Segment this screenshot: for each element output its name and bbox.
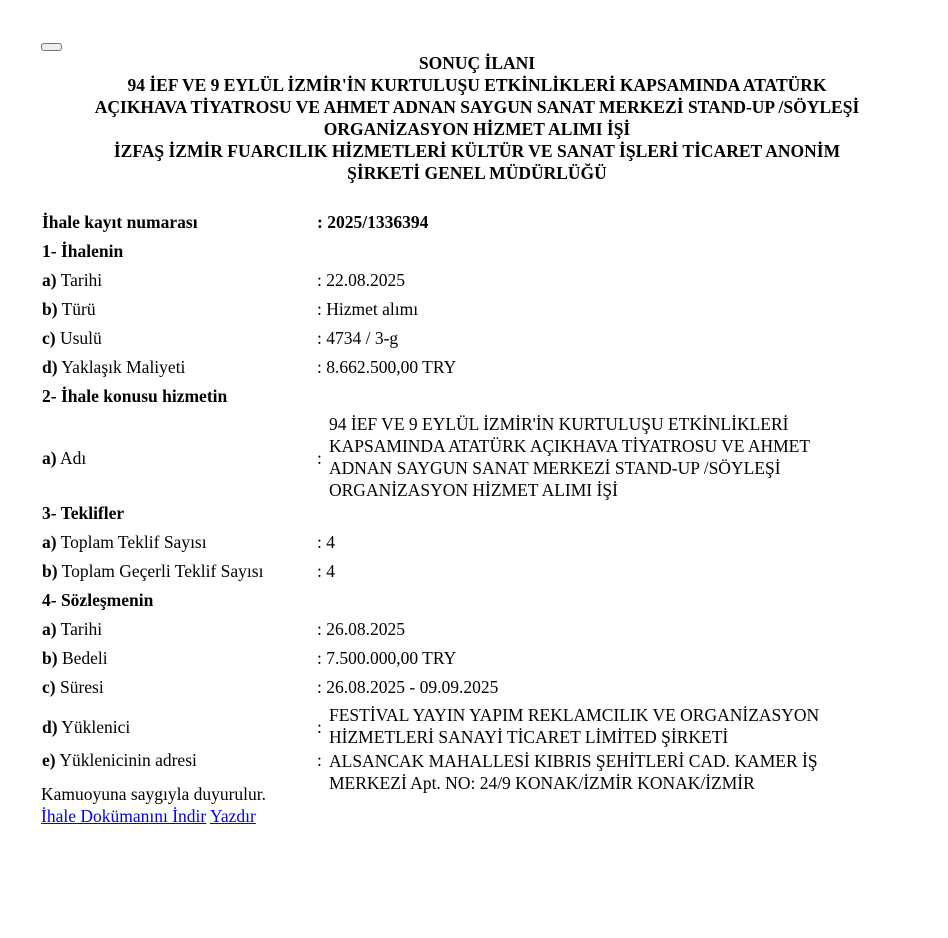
contract-date-value: : 26.08.2025 — [317, 619, 405, 639]
header-authority-line-1: İZFAŞ İZMİR FUARCILIK HİZMETLERİ KÜLTÜR VE SANAT İŞLERİ TİCARET ANONİM — [113, 141, 841, 161]
tender-type-label: Türü — [57, 299, 96, 319]
section-4-row — [42, 588, 902, 617]
registration-label: İhale kayıt numarası — [42, 212, 198, 232]
colon-separator: : — [317, 750, 322, 770]
item-key: b) — [42, 648, 58, 668]
tender-date-row — [42, 268, 902, 297]
contract-duration-label: Süresi — [55, 677, 104, 697]
item-key: a) — [42, 448, 57, 468]
item-key: a) — [42, 270, 57, 290]
contract-duration-row — [42, 675, 902, 704]
print-link[interactable]: Yazdır — [209, 806, 256, 826]
section-4-title: 4- Sözleşmenin — [42, 590, 154, 610]
contractor-address-value: ALSANCAK MAHALLESİ KIBRIS ŞEHİTLERİ CAD. KAMER İŞ MERKEZİ Apt. NO: 24/9 KONAK/İZMİR KONAK/İZMİR — [329, 751, 818, 793]
section-1-row — [42, 239, 902, 268]
footer — [41, 783, 266, 827]
tender-type-row — [42, 297, 902, 326]
colon-separator: : — [317, 448, 322, 468]
registration-row — [42, 210, 902, 239]
contract-price-row — [42, 646, 902, 675]
section-3-row — [42, 501, 902, 530]
header-title: SONUÇ İLANI — [418, 53, 536, 73]
valid-bids-label: Toplam Geçerli Teklif Sayısı — [57, 561, 264, 581]
estimated-cost-label: Yaklaşık Maliyeti — [57, 357, 186, 377]
total-bids-row — [42, 530, 902, 559]
section-1-title: 1- İhalenin — [42, 241, 124, 261]
item-key: a) — [42, 532, 57, 552]
item-key: d) — [42, 717, 58, 737]
estimated-cost-value: : 8.662.500,00 TRY — [317, 357, 457, 377]
section-2-title: 2- İhale konusu hizmetin — [42, 386, 228, 406]
contractor-value: FESTİVAL YAYIN YAPIM REKLAMCILIK VE ORGANİZASYON HİZMETLERİ SANAYİ TİCARET LİMİTED ŞİRKETİ — [329, 705, 820, 747]
service-name-label: Adı — [56, 448, 87, 468]
item-key: b) — [42, 561, 58, 581]
total-bids-label: Toplam Teklif Sayısı — [56, 532, 207, 552]
item-key: e) — [42, 750, 56, 770]
contractor-label: Yüklenici — [57, 717, 131, 737]
total-bids-value: : 4 — [317, 532, 335, 552]
contract-duration-value: : 26.08.2025 - 09.09.2025 — [317, 677, 499, 697]
tender-type-value: : Hizmet alımı — [317, 299, 419, 319]
tender-method-row — [42, 326, 902, 355]
contractor-address-label: Yüklenicinin adresi — [55, 750, 197, 770]
valid-bids-value: : 4 — [317, 561, 335, 581]
valid-bids-row — [42, 559, 902, 588]
contract-price-label: Bedeli — [57, 648, 108, 668]
section-2-row — [42, 384, 902, 413]
announcement-note: Kamuoyuna saygıyla duyurulur. — [41, 784, 267, 804]
registration-value: : 2025/1336394 — [317, 212, 429, 232]
contract-date-row — [42, 617, 902, 646]
item-key: d) — [42, 357, 58, 377]
header-subject-line-1: 94 İEF VE 9 EYLÜL İZMİR'İN KURTULUŞU ETKİNLİKLERİ KAPSAMINDA ATATÜRK — [127, 75, 827, 95]
service-name-value: 94 İEF VE 9 EYLÜL İZMİR'İN KURTULUŞU ETKİNLİKLERİ KAPSAMINDA ATATÜRK AÇIKHAVA TİYATROSU VE AHMET ADNAN SAYGUN SANAT MERKEZİ STAND-UP /SÖYLEŞİ ORGANİZASYON HİZMET ALIMI İŞİ — [329, 414, 811, 500]
tender-date-label: Tarihi — [56, 270, 103, 290]
contract-date-label: Tarihi — [56, 619, 103, 639]
contractor-row — [42, 704, 902, 748]
download-document-link[interactable]: İhale Dokümanını İndir — [41, 806, 207, 826]
colon-separator: : — [317, 717, 322, 737]
item-key: b) — [42, 299, 58, 319]
tender-info-table — [42, 210, 902, 794]
estimated-cost-row — [42, 355, 902, 384]
item-key: c) — [42, 328, 56, 348]
item-key: a) — [42, 619, 57, 639]
section-3-title: 3- Teklifler — [42, 503, 125, 523]
service-name-row — [42, 413, 902, 501]
header-subject-line-3: ORGANİZASYON HİZMET ALIMI İŞİ — [323, 119, 631, 139]
contract-price-value: : 7.500.000,00 TRY — [317, 648, 457, 668]
announcement-header — [36, 52, 918, 184]
header-subject-line-2: AÇIKHAVA TİYATROSU VE AHMET ADNAN SAYGUN SANAT MERKEZİ STAND-UP /SÖYLEŞİ — [94, 97, 860, 117]
tender-method-label: Usulü — [55, 328, 102, 348]
tender-date-value: : 22.08.2025 — [317, 270, 405, 290]
tender-method-value: : 4734 / 3-g — [317, 328, 399, 348]
item-key: c) — [42, 677, 56, 697]
top-button[interactable] — [41, 43, 62, 51]
header-authority-line-2: ŞİRKETİ GENEL MÜDÜRLÜĞÜ — [347, 163, 607, 183]
